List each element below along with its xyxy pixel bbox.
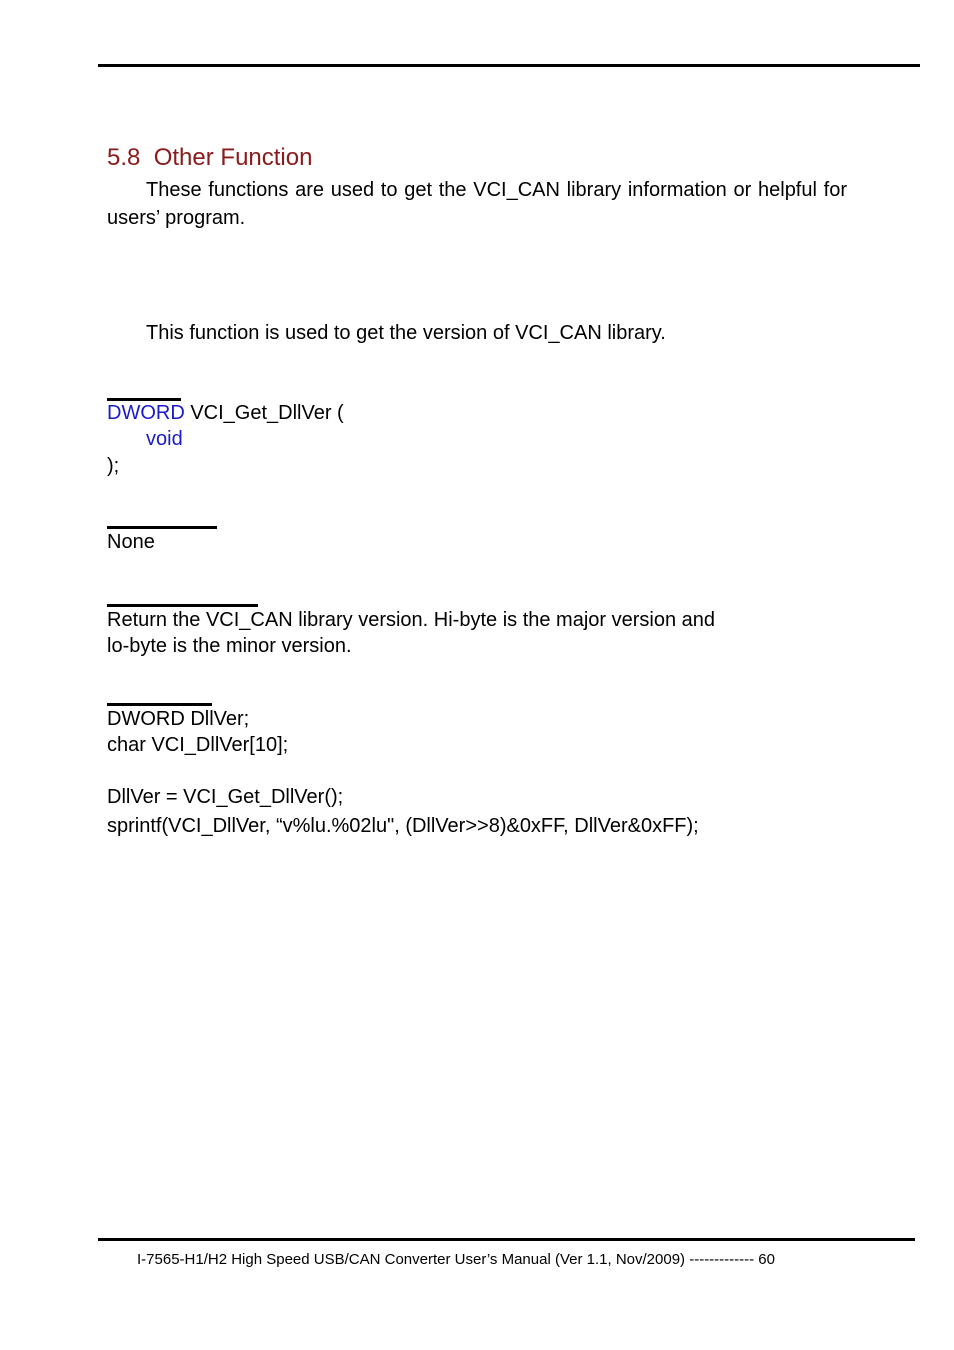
syntax-close: ); bbox=[107, 455, 120, 477]
header-rule bbox=[98, 64, 920, 67]
section-title: Other Function bbox=[153, 144, 313, 171]
example-line: DWORD DllVer; bbox=[107, 708, 250, 730]
section-intro: These functions are used to get the VCI_CAN library information or helpful for users’ program. bbox=[107, 179, 847, 229]
return-heading-rule bbox=[107, 604, 258, 607]
syntax-param: void bbox=[146, 428, 183, 450]
footer-rule bbox=[98, 1238, 915, 1241]
parameters-heading-rule bbox=[107, 526, 217, 529]
example-line: DllVer = VCI_Get_DllVer(); bbox=[107, 786, 344, 808]
function-description: This function is used to get the version of VCI_CAN library. bbox=[146, 322, 666, 344]
footer-text: I-7565-H1/H2 High Speed USB/CAN Converter User’s Manual (Ver 1.1, Nov/2009) ------------- 60 bbox=[137, 1251, 775, 1268]
parameters-text: None bbox=[107, 531, 155, 553]
return-line: Return the VCI_CAN library version. Hi-byte is the major version and bbox=[107, 609, 716, 631]
return-line: lo-byte is the minor version. bbox=[107, 635, 352, 657]
example-line: sprintf(VCI_DllVer, “v%lu.%02lu", (DllVer>>8)&0xFF, DllVer&0xFF); bbox=[107, 815, 699, 837]
function-name: VCI_Get_DllVer ( bbox=[184, 402, 344, 424]
return-type: DWORD bbox=[107, 402, 185, 424]
example-line: char VCI_DllVer[10]; bbox=[107, 734, 289, 756]
section-number: 5.8 bbox=[107, 144, 141, 171]
example-heading-rule bbox=[107, 703, 212, 706]
syntax-line-1 bbox=[107, 401, 344, 425]
section-heading bbox=[107, 144, 312, 172]
